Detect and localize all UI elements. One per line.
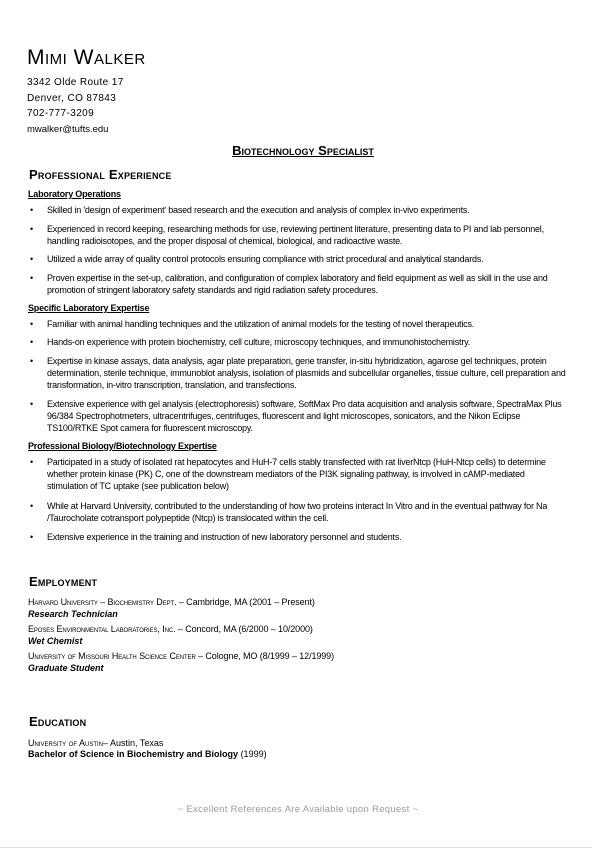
bullet-icon: •: [30, 224, 33, 234]
bullet-icon: •: [30, 273, 33, 283]
bullet-icon: •: [30, 457, 33, 467]
page-bottom-divider: [0, 847, 592, 848]
phone-number: 702-777-3209: [27, 108, 95, 119]
bullet-icon: •: [30, 532, 33, 542]
employer-name: Harvard University – Biochemistry Dept.: [28, 597, 177, 607]
address-line-1: 3342 Olde Route 17: [27, 77, 124, 88]
email-address: mwalker@tufts.edu: [27, 124, 109, 135]
education-section-title: Education: [29, 714, 87, 729]
employer-location: – Cambridge, MA (2001 – Present): [178, 597, 315, 607]
address-line-2: Denver, CO 87843: [27, 93, 117, 104]
employment-section-title: Employment: [29, 574, 98, 589]
bullet-icon: •: [30, 205, 33, 215]
job-title: Graduate Student: [28, 663, 104, 673]
group-title-specific-expertise: Specific Laboratory Expertise: [28, 303, 150, 313]
employer-line: [28, 597, 315, 607]
employer-line: [28, 624, 313, 634]
school-location: – Austin, Texas: [103, 738, 164, 748]
bullet-icon: •: [30, 399, 33, 409]
resume-page: Mimi Walker 3342 Olde Route 17 Denver, CO 87843 702-777-3209 mwalker@tufts.edu Biotechnology Specialist Professional Experience Laboratory Operations • Skilled in 'design of experiment' based research and the execution and analysis of complex in-vivo experiments. • Experienced in record keeping, researching methods for use, reviewing pertinent literature, presenting data to PI and lab personnel, handling radioisotopes, and the proper disposal of chemical, biological, and radioactive waste. • Utilized a wide array of quality control protocols ensuring compliance with strict procedural and analytical standards. • Proven expertise in the set-up, calibration, and configuration of complex laboratory and field equipment as well as skill in the use and promotion of stringent laboratory safety standards and rigid radiation safety procedures. Specific Laboratory Expertise • Familiar with animal handling techniques and the utilization of animal models for the testing of novel therapeutics. • Hands-on experience with protein biochemistry, cell culture, microscopy techniques, and immunohistochemistry. • Expertise in kinase assays, data analysis, agar plate preparation, gene transfer, in-situ hybridization, agarose gel techniques, protein determination, sterile technique, immunoblot analysis, isolation of plasmids and subcellular organelles, tissue culture, cell preparation and transformation, in-vitro transcription, translation, and transfections. • Extensive experience with gel analysis (electrophoresis) software, SoftMax Pro data acquisition and analysis software, SpectraMax Plus 96/384 Spectrophotmeters, ultracentrifuges, centrifuges, fluorescent and light microscopes, sonicators, and the Nikon Eclipse TS100/RTKE Spot camera for fluorescent microscopy. Professional Biology/Biotechnology Expertise • Participated in a study of isolated rat hepatocytes and HuH-7 cells stably transfected with rat liverNtcp (HuH-Ntcp cells) to determine whether protein kinase (PK) C, one of the downstream mediators of the PI3K signaling pathway, is involved in cAMP-mediated stimulation of TC uptake (see publication below) • While at Harvard University, contributed to the understanding of how two proteins interact In Vitro and in the eventual pathway for Na /Taurocholate cotransport polypeptide (Ntcp) is translocated within the cell. • Extensive experience in the training and instruction of new laboratory personnel and students. Employment Harvard University – Biochemistry Dept. – Cambridge, MA (2001 – Present) Research Technician Eposes Environmental Laboratories, Inc. – Concord, MA (6/2000 – 10/2000) Wet Chemist University of Missouri Health Science Center – Cologne, MO (8/1999 – 12/1999) Graduate Student Education University of Austin– Austin, Texas Bachelor of Science in Biochemistry and Biology (1999) ~ Excellent References Are Available upon Request ~: [0, 0, 592, 851]
references-note: ~ Excellent References Are Available upon Request ~: [177, 804, 419, 815]
degree-name: Bachelor of Science in Biochemistry and Biology: [28, 749, 239, 759]
school-line: [28, 738, 163, 748]
bullet-icon: •: [30, 319, 33, 329]
employer-location: – Cologne, MO (8/1999 – 12/1999): [198, 651, 334, 661]
objective-title: Biotechnology Specialist: [232, 143, 374, 158]
job-title: Research Technician: [28, 609, 118, 619]
bullet-icon: •: [30, 254, 33, 264]
employer-location: – Concord, MA (6/2000 – 10/2000): [177, 624, 313, 634]
degree-line: [28, 749, 267, 759]
employer-name: University of Missouri Health Science Center: [28, 651, 196, 661]
bullet-icon: •: [30, 501, 33, 511]
experience-section-title: Professional Experience: [29, 167, 172, 182]
group-title-lab-operations: Laboratory Operations: [28, 189, 121, 199]
bullet-icon: •: [30, 337, 33, 347]
employer-line: [28, 651, 334, 661]
job-title: Wet Chemist: [28, 636, 83, 646]
school-name: University of Austin: [28, 738, 104, 748]
candidate-name: Mimi Walker: [27, 46, 146, 69]
group-title-biotech-expertise: Professional Biology/Biotechnology Expertise: [28, 441, 217, 451]
degree-year: (1999): [238, 749, 267, 759]
employer-name: Eposes Environmental Laboratories, Inc.: [28, 624, 176, 634]
bullet-icon: •: [30, 356, 33, 366]
